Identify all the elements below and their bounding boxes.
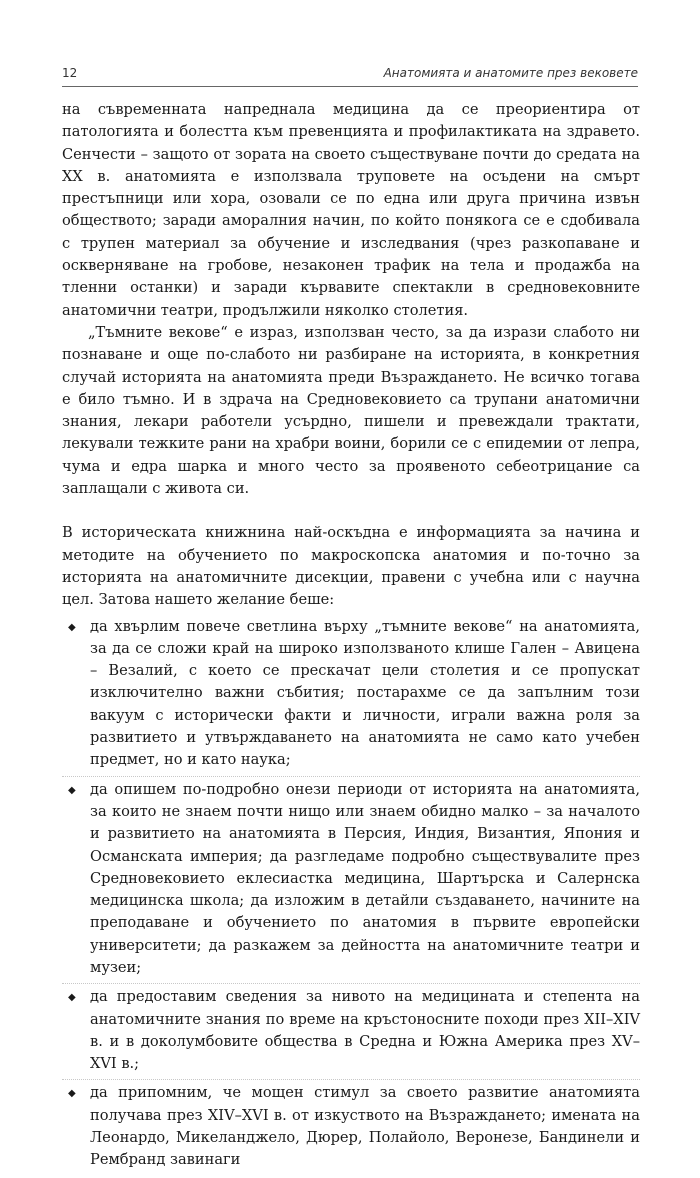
bullet-icon: ◆ [68,1088,76,1100]
bullet-list [62,616,640,1176]
list-item-text: да припомним, че мощен стимул за своето развитие анатомията получава през XIV–XVI в. от изкуството на Възраждането; имената на Леонардо, Микеланджело, Дюрер, Полайоло, Веронезе, Бандинели и Рембранд завинаги [90,1084,640,1169]
list-item [62,986,640,1080]
paragraph: „Тъмните векове“ е израз, използван често, за да изрази слабото ни познаване и още по-слабото ни разбиране на историята, в конкретния случай историята на анатомията преди Възраждането. Не всичко тогава е било тъмно. И в здрача на Средновековието са трупани анатомични знания, лекари работели усърдно, пишели и превеждали трактати, лекували тежките рани на храбри воини, борили се с епидемии от лепра, чума и едра шарка и много често за проявеното себеотрицание са заплащали с живота си. [62,323,640,498]
list-item [62,616,640,777]
list-item [62,1082,640,1175]
list-item-text: да предоставим сведения за нивото на медицината и степента на анатомичните знания по време на кръстоносните походи през XII–XIV в. и в доколумбовите общества в Средна и Южна Америка през XV–XVI в.; [90,988,640,1073]
page-body [62,99,640,1178]
bullet-icon: ◆ [68,992,76,1004]
list-item-text: да хвърлим повече светлина върху „тъмните векове“ на анатомията, за да се сложи край на широко използваното клише Гален – Авицена – Везалий, с което се прескачат цели столетия и се пропускат изключително важни събития; постарахме се да запълним този вакуум с исторически факти и личности, играли важна роля за развитието и утвърждаването на анатомията не само като учебен предмет, но и като наука; [90,617,640,769]
page-number: 12 [62,66,78,80]
bullet-icon: ◆ [68,621,76,633]
page-header [62,64,638,87]
bullet-icon: ◆ [68,784,76,796]
list-item-text: да опишем по-подробно онези периоди от историята на анатомията, за които не знаем почти нищо или знаем обидно малко – за началото и развитието на анатомията в Персия, Индия, Византия, Япония и Османската империя; да разгледаме подробно съществувалите през Средновековието еклесиастка медицина, Шартърска и Салернска медицинска школа; да изложим в детайли създаването, начините на преподаване и обучението по анатомия в първите европейски университети; да разкажем за дейността на анатомичните театри и музеи; [90,780,640,976]
list-item [62,779,640,985]
paragraph: на съвременната напреднала медицина да се преориентира от патологията и болестта към превенцията и профилактиката на здравето. Сенчести – защото от зората на своето съществуване почти до средата на XX в. анатомията е използвала труповете на осъдени на смърт престъпници или хора, озовали се по една или друга причина извън обществото; заради аморалния начин, по който понякога се е сдобивала с трупен материал за обучение и изследвания (чрез разкопаване и оскверняване на гробове, незаконен трафик на тела и продажба на тленни останки) и заради кървавите спектакли в средновековните анатомични театри, продължили няколко столетия. [62,101,640,319]
paragraph: В историческата книжнина най-оскъдна е информацията за начина и методите на обучението по макроскопска анатомия и по-точно за историята на анатомичните дисекции, правени с учебна или с научна цел. Затова нашето желание беше: [62,524,640,609]
running-title: Анатомията и анатомите през вековете [383,66,638,80]
